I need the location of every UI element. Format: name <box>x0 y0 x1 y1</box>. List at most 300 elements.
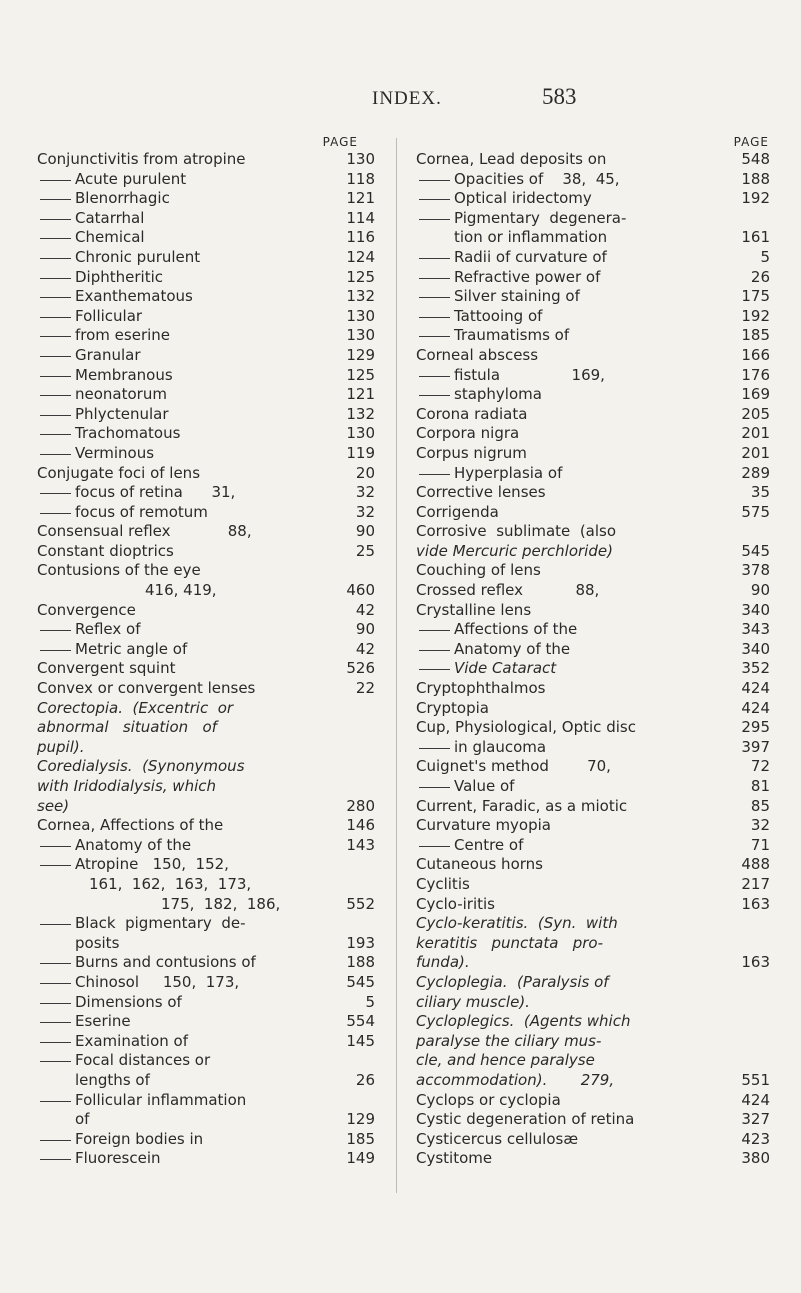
index-entry <box>416 444 770 464</box>
entry-page-number: 121 <box>346 189 375 208</box>
entry-page-number: 125 <box>346 267 375 286</box>
entry-text: Cutaneous horns <box>416 855 543 874</box>
index-entry <box>37 699 375 719</box>
entry-page-number: 161 <box>741 228 770 247</box>
entry-page-number: 35 <box>750 483 770 502</box>
entry-page-number: 72 <box>750 757 770 776</box>
entry-page-number: 114 <box>346 208 375 227</box>
entry-page-number: 32 <box>750 816 770 835</box>
entry-text: vide Mercuric perchloride) <box>416 541 613 560</box>
entry-text: Corona radiata <box>416 404 528 423</box>
entry-page-number: 90 <box>750 581 770 600</box>
entry-text: Granular <box>37 346 141 366</box>
index-entry <box>37 640 375 660</box>
entry-text: Refractive power of <box>416 268 600 288</box>
entry-page-number: 32 <box>355 502 375 521</box>
entry-page-number: 81 <box>750 777 770 795</box>
entry-page-number: 143 <box>346 835 375 854</box>
index-entry <box>416 679 770 699</box>
entry-page-number: 176 <box>741 365 770 384</box>
entry-text: Foreign bodies in <box>37 1130 203 1150</box>
entry-text: Dimensions of <box>37 993 182 1013</box>
entry-page-number: 488 <box>741 855 770 874</box>
entry-page-number: 169 <box>741 385 770 404</box>
entry-text: Chemical <box>37 228 145 248</box>
index-entry <box>416 228 770 248</box>
entry-text: Opacities of 38, 45, <box>416 170 620 190</box>
entry-page-number: 121 <box>346 385 375 404</box>
index-entry <box>37 718 375 738</box>
entry-page-number: 192 <box>741 189 770 208</box>
entry-text: Optical iridectomy <box>416 189 592 209</box>
index-entry <box>416 738 770 758</box>
index-entry <box>416 483 770 503</box>
entry-text: Cryptopia <box>416 698 489 717</box>
entry-text: pupil). <box>37 737 85 756</box>
entry-text: Convex or convergent lenses <box>37 679 256 698</box>
index-entry <box>416 718 770 738</box>
index-entry <box>416 287 770 307</box>
index-entry <box>37 895 375 915</box>
entry-text: keratitis punctata pro- <box>416 933 604 952</box>
index-entry <box>416 659 770 679</box>
entry-text: Follicular <box>37 307 142 327</box>
entry-text: Corpus nigrum <box>416 443 527 462</box>
column-head-page: PAGE <box>322 135 358 149</box>
index-entry <box>37 973 375 993</box>
entry-page-number: 526 <box>346 659 375 678</box>
entry-page-number: 71 <box>750 835 770 854</box>
entry-text: accommodation). 279, <box>416 1070 615 1089</box>
entry-page-number: 424 <box>741 1090 770 1109</box>
entry-page-number: 129 <box>346 1110 375 1129</box>
entry-text: Curvature myopia <box>416 816 551 835</box>
index-entry <box>416 1071 770 1091</box>
entry-page-number: 552 <box>346 894 375 913</box>
entry-page-number: 545 <box>346 972 375 991</box>
index-entry <box>37 757 375 777</box>
index-entry <box>37 601 375 621</box>
index-entry <box>37 503 375 523</box>
entry-text: Cycloplegics. (Agents which <box>416 1012 631 1031</box>
entry-text: Contusions of the eye <box>37 561 201 580</box>
index-entry <box>37 209 375 229</box>
index-entry <box>37 581 375 601</box>
entry-text: posits <box>75 933 120 952</box>
entry-page-number: 188 <box>741 169 770 188</box>
entry-page-number: 116 <box>346 228 375 247</box>
entry-page-number: 132 <box>346 287 375 306</box>
index-entry <box>416 170 770 190</box>
index-entry <box>37 346 375 366</box>
index-entry <box>416 1110 770 1130</box>
entry-page-number: 149 <box>346 1149 375 1168</box>
entry-page-number: 295 <box>741 718 770 737</box>
entry-page-number: 193 <box>346 933 375 952</box>
index-entry <box>37 150 375 170</box>
entry-text: Exanthematous <box>37 287 193 307</box>
entry-page-number: 424 <box>741 698 770 717</box>
entry-text: Convergence <box>37 600 136 619</box>
index-entry <box>416 953 770 973</box>
entry-page-number: 132 <box>346 404 375 423</box>
entry-text: 416, 419, <box>145 581 217 600</box>
index-entry <box>37 934 375 954</box>
index-entry <box>37 1051 375 1071</box>
entry-text: focus of retina 31, <box>37 483 235 503</box>
index-entry <box>37 483 375 503</box>
entry-text: paralyse the ciliary mus- <box>416 1031 602 1050</box>
entry-page-number: 205 <box>741 404 770 423</box>
index-entry <box>416 699 770 719</box>
entry-text: Cuignet's method 70, <box>416 757 611 776</box>
entry-text: Chinosol 150, 173, <box>37 973 239 993</box>
entry-page-number: 5 <box>365 992 375 1011</box>
entry-text: Radii of curvature of <box>416 248 607 268</box>
index-entry <box>416 405 770 425</box>
entry-page-number: 90 <box>355 522 375 541</box>
entry-text: Anatomy of the <box>37 836 191 856</box>
entry-page-number: 378 <box>741 561 770 580</box>
entry-text: funda). <box>416 953 470 972</box>
index-entry <box>37 326 375 346</box>
entry-page-number: 118 <box>346 169 375 188</box>
entry-text: Cornea, Lead deposits on <box>416 150 607 168</box>
index-entry <box>416 307 770 327</box>
index-entry <box>416 993 770 1013</box>
index-entry <box>416 268 770 288</box>
entry-text: Cyclops or cyclopia <box>416 1090 561 1109</box>
entry-page-number: 327 <box>741 1110 770 1129</box>
entry-page-number: 217 <box>741 874 770 893</box>
index-entry <box>416 424 770 444</box>
entry-text: 175, 182, 186, <box>161 894 281 913</box>
index-entry <box>37 797 375 817</box>
entry-page-number: 25 <box>355 541 375 560</box>
index-entry <box>37 542 375 562</box>
index-entry <box>37 228 375 248</box>
index-entry <box>416 464 770 484</box>
entry-text: Cyclo-keratitis. (Syn. with <box>416 914 618 933</box>
index-entry <box>416 150 770 170</box>
entry-text: Examination of <box>37 1032 188 1052</box>
index-entry <box>416 777 770 797</box>
column-head-page: PAGE <box>733 135 769 149</box>
entry-text: 161, 162, 163, 173, <box>89 874 252 893</box>
entry-page-number: 130 <box>346 150 375 168</box>
entry-text: Cyclitis <box>416 874 470 893</box>
entry-page-number: 42 <box>355 600 375 619</box>
entry-page-number: 42 <box>355 639 375 658</box>
index-entry <box>37 189 375 209</box>
entry-text: Phlyctenular <box>37 405 169 425</box>
column-divider <box>396 138 397 1193</box>
entry-text: Cornea, Affections of the <box>37 816 224 835</box>
index-entry <box>37 914 375 934</box>
index-entry <box>37 287 375 307</box>
entry-page-number: 20 <box>355 463 375 482</box>
index-entry <box>416 797 770 817</box>
index-entry <box>416 934 770 954</box>
entry-page-number: 192 <box>741 306 770 325</box>
entry-text: Corrective lenses <box>416 483 546 502</box>
entry-text: Conjugate foci of lens <box>37 463 201 482</box>
entry-text: Consensual reflex 88, <box>37 522 252 541</box>
entry-page-number: 26 <box>355 1070 375 1089</box>
index-entry <box>416 366 770 386</box>
entry-page-number: 424 <box>741 679 770 698</box>
index-entry <box>37 366 375 386</box>
index-entry <box>416 1091 770 1111</box>
index-entry <box>37 816 375 836</box>
entry-text: Verminous <box>37 444 154 464</box>
entry-text: Corpora nigra <box>416 424 520 443</box>
entry-page-number: 340 <box>741 600 770 619</box>
index-entry <box>37 1110 375 1130</box>
index-entry <box>416 640 770 660</box>
index-entry <box>416 542 770 562</box>
entry-text: Centre of <box>416 836 523 856</box>
page-number: 583 <box>542 84 577 109</box>
entry-page-number: 343 <box>741 620 770 639</box>
entry-text: see) <box>37 796 70 815</box>
entry-page-number: 26 <box>750 267 770 286</box>
index-entry <box>37 424 375 444</box>
index-entry <box>37 561 375 581</box>
entry-text: Metric angle of <box>37 640 187 660</box>
entry-text: Tattooing of <box>416 307 542 327</box>
index-entry <box>37 993 375 1013</box>
index-entry <box>416 385 770 405</box>
index-entry <box>37 1149 375 1169</box>
entry-text: Follicular inflammation <box>37 1091 246 1111</box>
index-entry <box>37 620 375 640</box>
entry-page-number: 340 <box>741 639 770 658</box>
entry-text: Anatomy of the <box>416 640 570 660</box>
index-entry <box>416 816 770 836</box>
entry-text: Cystitome <box>416 1149 493 1168</box>
index-entry <box>416 248 770 268</box>
index-entry <box>416 1130 770 1150</box>
index-entry <box>416 757 770 777</box>
entry-text: Crystalline lens <box>416 600 532 619</box>
entry-text: Corneal abscess <box>416 345 539 364</box>
entry-text: Vide Cataract <box>416 659 556 679</box>
entry-text: Cysticercus cellulosæ <box>416 1129 579 1148</box>
entry-page-number: 289 <box>741 463 770 482</box>
index-entry <box>37 170 375 190</box>
entry-text: lengths of <box>75 1070 150 1089</box>
index-entry <box>37 1091 375 1111</box>
entry-text: staphyloma <box>416 385 542 405</box>
entry-text: in glaucoma <box>416 738 546 758</box>
index-entry <box>416 1051 770 1071</box>
entry-page-number: 185 <box>741 326 770 345</box>
index-entry <box>416 561 770 581</box>
index-entry <box>416 1149 770 1169</box>
entry-page-number: 175 <box>741 287 770 306</box>
entry-page-number: 188 <box>346 953 375 972</box>
entry-page-number: 575 <box>741 502 770 521</box>
entry-page-number: 201 <box>741 424 770 443</box>
index-entry <box>416 601 770 621</box>
entry-page-number: 548 <box>741 150 770 168</box>
entry-text: Reflex of <box>37 620 141 640</box>
entry-text: Membranous <box>37 366 173 386</box>
entry-text: Corrigenda <box>416 502 499 521</box>
entry-text: Fluorescein <box>37 1149 161 1169</box>
page-header <box>0 78 801 108</box>
entry-text: Chronic purulent <box>37 248 200 268</box>
running-title: INDEX. <box>372 88 442 109</box>
entry-page-number: 352 <box>741 659 770 678</box>
entry-text: Value of <box>416 777 514 797</box>
entry-page-number: 163 <box>741 894 770 913</box>
index-entry <box>37 1012 375 1032</box>
entry-page-number: 380 <box>741 1149 770 1168</box>
entry-page-number: 545 <box>741 541 770 560</box>
index-entry <box>416 914 770 934</box>
index-entry <box>37 385 375 405</box>
index-entry <box>37 522 375 542</box>
index-entry <box>416 973 770 993</box>
entry-page-number: 5 <box>760 247 770 266</box>
entry-page-number: 280 <box>346 796 375 815</box>
entry-text: of <box>75 1110 90 1129</box>
entry-page-number: 166 <box>741 345 770 364</box>
entry-page-number: 201 <box>741 443 770 462</box>
entry-text: abnormal situation of <box>37 718 217 737</box>
entry-page-number: 22 <box>355 679 375 698</box>
entry-page-number: 90 <box>355 620 375 639</box>
entry-page-number: 163 <box>741 953 770 972</box>
entry-page-number: 130 <box>346 326 375 345</box>
entry-text: with Iridodialysis, which <box>37 777 217 795</box>
index-entry <box>416 836 770 856</box>
entry-text: Convergent squint <box>37 659 176 678</box>
entry-text: Cup, Physiological, Optic disc <box>416 718 636 737</box>
entry-page-number: 554 <box>346 1012 375 1031</box>
index-entry <box>37 855 375 875</box>
entry-text: Black pigmentary de- <box>37 914 246 934</box>
index-entry <box>37 444 375 464</box>
index-entry <box>416 581 770 601</box>
entry-text: Burns and contusions of <box>37 953 256 973</box>
entry-page-number: 130 <box>346 306 375 325</box>
entry-text: Conjunctivitis from atropine <box>37 150 246 168</box>
entry-page-number: 551 <box>741 1070 770 1089</box>
entry-text: Corrosive sublimate (also <box>416 522 617 541</box>
index-entry <box>416 875 770 895</box>
entry-page-number: 423 <box>741 1129 770 1148</box>
entry-text: Coredialysis. (Synonymous <box>37 757 245 776</box>
entry-text: Focal distances or <box>37 1051 210 1071</box>
entry-text: Cyclo-iritis <box>416 894 495 913</box>
index-entry <box>416 620 770 640</box>
index-entry <box>37 268 375 288</box>
entry-page-number: 125 <box>346 365 375 384</box>
index-entry <box>416 522 770 542</box>
entry-text: ciliary muscle). <box>416 992 530 1011</box>
index-entry <box>37 464 375 484</box>
index-entry <box>37 248 375 268</box>
entry-text: tion or inflammation <box>454 228 608 247</box>
entry-text: Couching of lens <box>416 561 541 580</box>
entry-text: Diphtheritic <box>37 268 163 288</box>
entry-text: Eserine <box>37 1012 131 1032</box>
entry-page-number: 185 <box>346 1129 375 1148</box>
entry-page-number: 145 <box>346 1031 375 1050</box>
entry-page-number: 129 <box>346 345 375 364</box>
entry-text: Blenorrhagic <box>37 189 170 209</box>
entry-page-number: 146 <box>346 816 375 835</box>
index-entry <box>37 953 375 973</box>
entry-page-number: 460 <box>346 581 375 600</box>
entry-text: cle, and hence paralyse <box>416 1051 595 1070</box>
index-entry <box>37 679 375 699</box>
entry-page-number: 85 <box>750 796 770 815</box>
index-entry <box>37 405 375 425</box>
index-entry <box>37 1071 375 1091</box>
entry-text: Current, Faradic, as a miotic <box>416 796 628 815</box>
entry-text: Pigmentary degenera- <box>416 209 626 229</box>
entry-text: Trachomatous <box>37 424 180 444</box>
entry-text: Acute purulent <box>37 170 186 190</box>
index-entry <box>416 326 770 346</box>
entry-text: Catarrhal <box>37 209 144 229</box>
entry-text: Constant dioptrics <box>37 541 174 560</box>
index-entry <box>416 895 770 915</box>
entry-text: Atropine 150, 152, <box>37 855 229 875</box>
index-entry <box>37 777 375 797</box>
entry-text: fistula 169, <box>416 366 605 386</box>
entry-page-number: 397 <box>741 737 770 756</box>
entry-text: focus of remotum <box>37 503 208 523</box>
index-entry <box>416 189 770 209</box>
index-entry <box>37 836 375 856</box>
index-entry <box>416 209 770 229</box>
entry-text: Hyperplasia of <box>416 464 562 484</box>
entry-text: Silver staining of <box>416 287 580 307</box>
index-entry <box>416 855 770 875</box>
index-column-right <box>416 135 770 1169</box>
entry-text: Traumatisms of <box>416 326 569 346</box>
index-entry <box>416 346 770 366</box>
entry-page-number: 130 <box>346 424 375 443</box>
entry-text: from eserine <box>37 326 170 346</box>
index-entry <box>37 659 375 679</box>
entry-text: Affections of the <box>416 620 577 640</box>
entry-text: Cystic degeneration of retina <box>416 1110 635 1129</box>
entry-page-number: 124 <box>346 247 375 266</box>
entry-text: Cycloplegia. (Paralysis of <box>416 972 609 991</box>
entry-page-number: 32 <box>355 483 375 502</box>
entry-text: Corectopia. (Excentric or <box>37 698 234 717</box>
index-entry <box>37 738 375 758</box>
entry-text: Crossed reflex 88, <box>416 581 600 600</box>
index-entry <box>416 1032 770 1052</box>
index-entry <box>37 1130 375 1150</box>
entry-text: neonatorum <box>37 385 167 405</box>
index-entry <box>416 503 770 523</box>
index-entry <box>416 1012 770 1032</box>
entry-text: Cryptophthalmos <box>416 679 546 698</box>
index-column-left <box>37 135 375 1169</box>
index-entry <box>37 1032 375 1052</box>
entry-page-number: 119 <box>346 443 375 462</box>
index-entry <box>37 875 375 895</box>
index-entry <box>37 307 375 327</box>
